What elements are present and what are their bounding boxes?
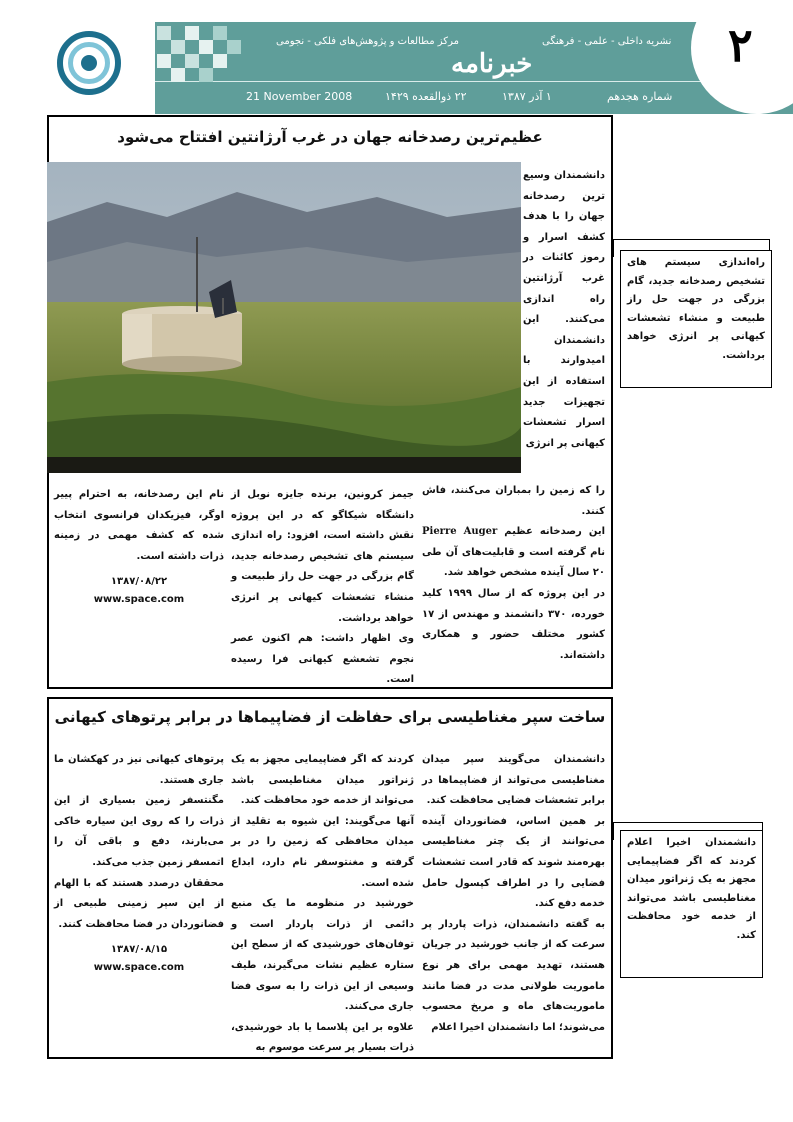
- logo-core: [81, 55, 97, 71]
- date-gregorian: 21 November 2008: [246, 90, 353, 103]
- article-paragraph: مگنتسفر زمین بسیاری از این ذرات را که روی این سیاره خاکی می‌بارند، دفع و باقی آن را اتمسفر زمین جذب می‌کند.: [54, 795, 224, 868]
- article-paragraph: خورشید در منظومه ما یک منبع دائمی از ذرات پاردار است و توفان‌های خورشیدی که از سطح این ستاره عظیم نشات می‌گیرند، طیف وسیعی از این ذرات را به سوی فضا جاری می‌کنند.: [231, 898, 414, 1013]
- date-hijri: ۲۲ ذوالقعده ۱۴۲۹: [385, 90, 467, 103]
- article-column-1: [54, 485, 224, 609]
- masthead-pattern-tile: [157, 26, 171, 40]
- article-date: ۱۳۸۷/۰۸/۲۲: [110, 576, 168, 588]
- article-paragraph: در این پروژه که از سال ۱۹۹۹ کلید خورده، ۳۷۰ دانشمند و مهندس از ۱۷ کشور مختلف حضور و همکاری داشته‌اند.: [422, 587, 605, 661]
- observatory-name: Pierre Auger: [422, 526, 498, 538]
- article-paragraph: آنها می‌گویند: این شیوه به تقلید از میدان محافظی که زمین را در بر گرفته و مغنتوسفر نام دارد، ابداع شده است.: [231, 815, 414, 889]
- masthead-pattern-tile: [213, 26, 227, 40]
- masthead-pattern-tile: [185, 54, 199, 68]
- article-text: نام گرفته است و قابلیت‌های آن طی ۲۰ سال آینده مشخص خواهد شد.: [422, 546, 605, 579]
- article-paragraph: محققان درصدد هستند که با الهام از این سپر زمینی طبیعی از فضانوردان در فضا محافظت کنند.: [54, 877, 224, 930]
- article-date: ۱۳۸۷/۰۸/۱۵: [110, 944, 168, 956]
- publication-type: نشریه داخلی - علمی - فرهنگی: [542, 36, 672, 47]
- masthead-pattern-tile: [199, 40, 213, 54]
- masthead-pattern-tile: [171, 68, 185, 82]
- article-source: www.space.com: [93, 594, 185, 606]
- article-column-3: [422, 481, 605, 666]
- observatory-photo: [47, 162, 521, 473]
- masthead-pattern-tile: [199, 68, 213, 82]
- article-headline: عظیم‌ترین رصدخانه جهان در غرب آرژانتین افتتاح می‌شود: [117, 128, 543, 146]
- article-paragraph: نام این رصدخانه، به احترام پییر اوگر، فیزیکدان فرانسوی انتخاب شده که کشف مهمی در زمینه ذرات داشته است.: [54, 489, 224, 562]
- issue-number: شماره هجدهم: [607, 90, 673, 103]
- article-source: www.space.com: [93, 962, 185, 974]
- pull-quote: دانشمندان اخیرا اعلام کردند که اگر فضاپیمایی مجهز به یک ژنراتور میدان مغناطیسی باشد می‌تواند از خدمه خود محافظت کند.: [620, 830, 763, 978]
- masthead-pattern-tile: [185, 26, 199, 40]
- date-shamsi: ۱ آذر ۱۳۸۷: [502, 90, 552, 103]
- masthead: [47, 22, 793, 114]
- article-paragraph: را که زمین را بمباران می‌کنند، فاش کنند.: [422, 485, 605, 517]
- article-text: این رصدخانه عظیم: [504, 526, 606, 538]
- center-name: مرکز مطالعات و پژوهش‌های فلکی - نجومی: [276, 36, 459, 47]
- article-column-2: [231, 485, 414, 691]
- article-paragraph: علاوه بر این پلاسما یا باد خورشیدی، ذرات بسیار پر سرعت موسوم به: [231, 1021, 414, 1054]
- pull-quote: راه‌اندازی سیستم های تشخیص رصدخانه جدید، گام بزرگی در جهت حل راز طبیعت و منشاء تشعشات کیهانی پر انرژی خواهد برداشت.: [620, 250, 772, 388]
- article-paragraph: [422, 522, 605, 584]
- article-paragraph: به گفته دانشمندان، ذرات پاردار پر سرعت که از جانب خورشید در جریان هستند، تهدید مهمی برای هر نوع ماموریت طولانی مدت در فضا مانند ماموریت‌های ماه و مریخ محسوب می‌شوند؛ اما دانشمندان اخیرا اعلام: [422, 918, 605, 1033]
- article-column-1: [54, 750, 224, 977]
- masthead-divider: [47, 81, 793, 82]
- article-paragraph: بر همین اساس، فضانوردان آینده می‌توانند از یک چتر مغناطیسی بهره‌مند شوند که قادر است تشعشات فضایی را در اطراف کپسول حامل خدمه دفع کند.: [422, 815, 605, 910]
- article-headline: ساخت سپر مغناطیسی برای حفاظت از فضاپیماها در برابر پرتوهای کیهانی: [54, 708, 606, 726]
- article-paragraph: دانشمندان وسیع ترین رصدخانه جهان را با هدف کشف اسرار و رموز کائنات در غرب آرژانتین راه اندازی می‌کنند. این دانشمندان امیدوارند با استفاده از این تجهیزات جدید اسرار تشعشات کیهانی پر انرژی: [523, 170, 605, 449]
- article-paragraph: دانشمندان می‌گویند سپر میدان مغناطیسی می‌تواند از فضاپیماها در برابر تشعشات فضایی محافظت کند.: [422, 754, 605, 807]
- article-column-3: [422, 750, 605, 1038]
- article-paragraph: جیمز کرونین، برنده جایزه نوبل از دانشگاه شیکاگو که در این پروژه نقش داشته است، افزود: راه اندازی سیستم های تشخیص رصدخانه جدید، گام بزرگی در جهت حل راز طبیعت و منشاء تشعشات کیهانی پر انرژی خواهد برداشت.: [231, 489, 414, 624]
- observatory-photo-illustration: [47, 162, 521, 473]
- center-logo: [47, 22, 155, 114]
- masthead-pattern-tile: [157, 54, 171, 68]
- article-paragraph: پرتوهای کیهانی نیز در کهکشان ما جاری هستند.: [54, 754, 224, 786]
- article-column-right: [523, 166, 605, 454]
- masthead-pattern-tile: [227, 40, 241, 54]
- article-column-2: [231, 750, 414, 1059]
- masthead-pattern-tile: [213, 54, 227, 68]
- masthead-pattern-tile: [171, 40, 185, 54]
- article-paragraph: وی اظهار داشت: هم اکنون عصر نجوم تشعشع کیهانی فرا رسیده است.: [231, 633, 414, 686]
- newsletter-brand: خبرنامه: [451, 49, 533, 79]
- page-number: ۲: [728, 18, 753, 72]
- article-paragraph: کردند که اگر فضاپیمایی مجهز به یک ژنراتور میدان مغناطیسی باشد می‌تواند از خدمه خود محافظت کند.: [231, 754, 414, 807]
